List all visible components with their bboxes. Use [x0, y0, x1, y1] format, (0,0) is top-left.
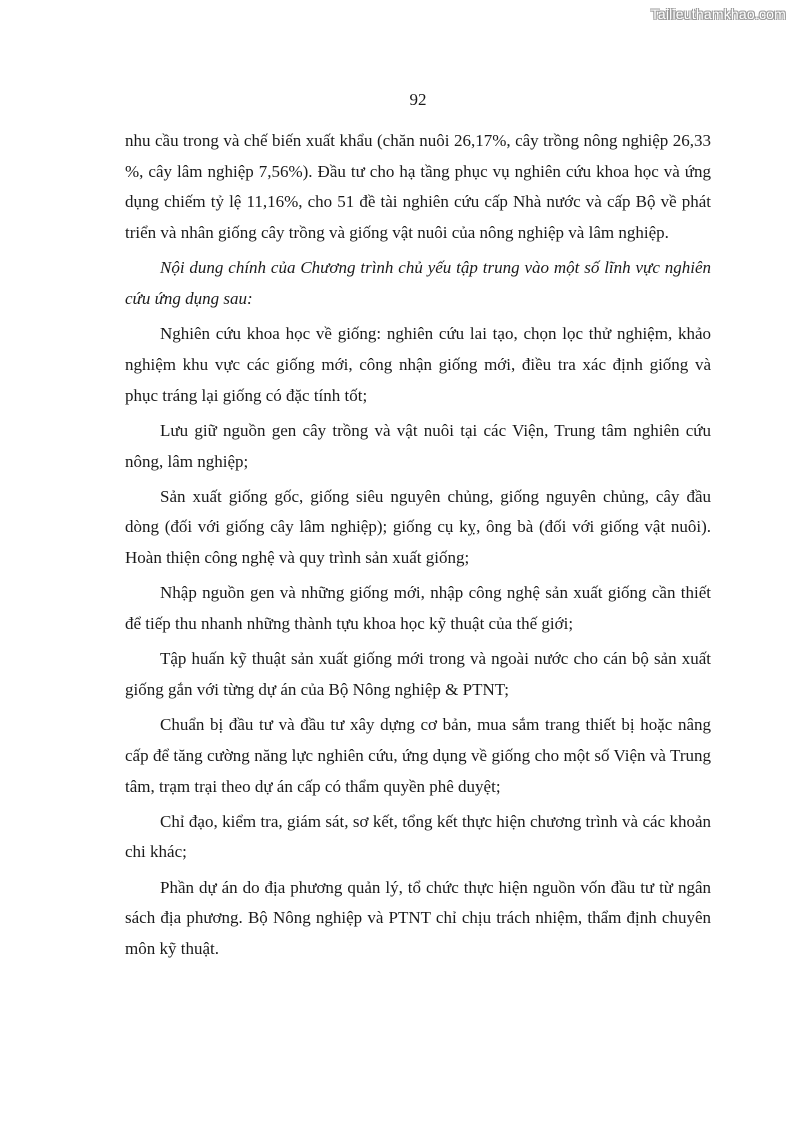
- paragraph-item: Tập huấn kỹ thuật sản xuất giống mới trong và ngoài nước cho cán bộ sản xuất giống gắn với từng dự án của Bộ Nông nghiệp & PTNT;: [125, 649, 711, 699]
- page-number: 92: [409, 90, 427, 109]
- paragraph-item: Phần dự án do địa phương quản lý, tổ chức thực hiện nguồn vốn đầu tư từ ngân sách địa phương. Bộ Nông nghiệp và PTNT chỉ chịu trách nhiệm, thẩm định chuyên môn kỹ thuật.: [125, 877, 711, 959]
- paragraph-intro-italic: Nội dung chính của Chương trình chủ yếu tập trung vào một số lĩnh vực nghiên cứu ứng dụng sau:: [125, 258, 711, 309]
- paragraph-item: Lưu giữ nguồn gen cây trồng và vật nuôi tại các Viện, Trung tâm nghiên cứu nông, lâm nghiệp;: [125, 420, 711, 471]
- paragraph-item: Chuẩn bị đầu tư và đầu tư xây dựng cơ bản, mua sắm trang thiết bị hoặc nâng cấp để tăng cường năng lực nghiên cứu, ứng dụng về giống cho một số Viện và Trung tâm, trạm trại theo dự án cấp có thẩm quyền phê duyệt;: [125, 715, 711, 796]
- paragraph-item: Chỉ đạo, kiểm tra, giám sát, sơ kết, tổng kết thực hiện chương trình và các khoản chi khác;: [125, 811, 711, 862]
- paragraph-item: Sản xuất giống gốc, giống siêu nguyên chủng, giống nguyên chủng, cây đầu dòng (đối với giống cây lâm nghiệp); giống cụ kỵ, ông bà (đối với giống vật nuôi). Hoàn thiện công nghệ và quy trình sản xuất giống;: [125, 486, 711, 568]
- document-body: [125, 126, 711, 969]
- paragraph-item: Nghiên cứu khoa học về giống: nghiên cứu lai tạo, chọn lọc thử nghiệm, khảo nghiệm khu vực các giống mới, công nhận giống mới, điều tra xác định giống và phục tráng lại giống có đặc tính tốt;: [125, 324, 711, 405]
- paragraph-item: Nhập nguồn gen và những giống mới, nhập công nghệ sản xuất giống cần thiết để tiếp thu nhanh những thành tựu khoa học kỹ thuật của thế giới;: [125, 583, 711, 634]
- paragraph-continuation: nhu cầu trong và chế biến xuất khẩu (chăn nuôi 26,17%, cây trồng nông nghiệp 26,33 %, cây lâm nghiệp 7,56%). Đầu tư cho hạ tầng phục vụ nghiên cứu khoa học và ứng dụng chiếm tỷ lệ 11,16%, cho 51 đề tài nghiên cứu cấp Nhà nước và cấp Bộ về phát triển và nhân giống cây trồng và giống vật nuôi của nông nghiệp và lâm nghiệp.: [125, 131, 711, 243]
- watermark: Tailieuthamkhao.com: [650, 6, 786, 22]
